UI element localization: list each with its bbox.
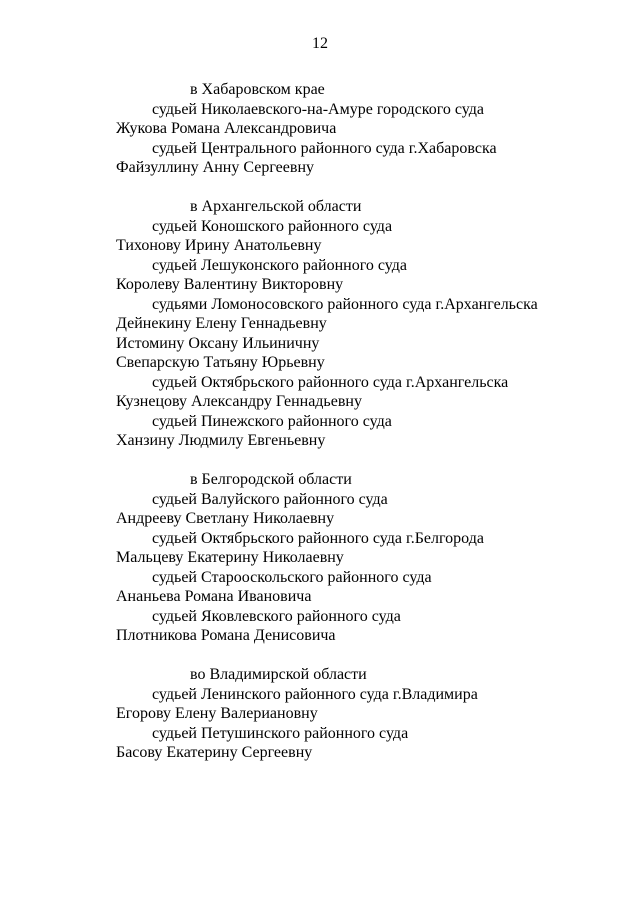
court-line: судьей Октябрьского районного суда г.Архангельска xyxy=(152,373,509,391)
region-section xyxy=(0,197,640,451)
judge-name: Ананьева Романа Ивановича xyxy=(116,588,312,605)
court-line: судьей Центрального районного суда г.Хабаровска xyxy=(152,139,497,157)
court-line: судьей Октябрьского районного суда г.Белгорода xyxy=(152,529,484,547)
judge-name: Плотникова Романа Денисовича xyxy=(116,627,336,644)
region-heading: в Белгородской области xyxy=(190,471,352,488)
region-heading: в Хабаровском крае xyxy=(190,81,325,98)
region-section xyxy=(0,470,640,646)
court-line: судьями Ломоносовского районного суда г.Архангельска xyxy=(152,295,538,313)
judge-name: Тихонову Ирину Анатольевну xyxy=(116,237,322,254)
judge-name: Кузнецову Александру Геннадьевну xyxy=(116,393,362,410)
judge-name: Истомину Оксану Ильиничну xyxy=(116,334,320,352)
court-line: судьей Пинежского районного суда xyxy=(152,412,392,430)
court-line: судьей Валуйского районного суда xyxy=(152,490,388,508)
region-section xyxy=(0,665,640,763)
judge-name: Файзуллину Анну Сергеевну xyxy=(116,159,314,176)
court-line: судьей Лешуконского районного суда xyxy=(152,256,407,274)
judge-name: Ханзину Людмилу Евгеньевну xyxy=(116,432,326,449)
court-line: судьей Яковлевского районного суда xyxy=(152,607,401,625)
court-line: судьей Николаевского-на-Амуре городского суда xyxy=(152,100,485,118)
court-line: судьей Ленинского районного суда г.Владимира xyxy=(152,685,478,703)
judge-name: Егорову Елену Валериановну xyxy=(116,705,318,722)
judge-name: Жукова Романа Александровича xyxy=(116,120,337,137)
court-line: судьей Старооскольского районного суда xyxy=(152,568,432,586)
court-line: судьей Петушинского районного суда xyxy=(152,724,409,742)
court-line: судьей Коношского районного суда xyxy=(152,217,393,235)
judge-name: Свепарскую Татьяну Юрьевну xyxy=(116,354,325,371)
judge-name: Мальцеву Екатерину Николаевну xyxy=(116,549,344,566)
judge-name: Андрееву Светлану Николаевну xyxy=(116,510,335,527)
region-heading: в Архангельской области xyxy=(190,198,362,215)
page-number: 12 xyxy=(312,35,328,52)
judge-name: Басову Екатерину Сергеевну xyxy=(116,744,313,761)
judge-name: Королеву Валентину Викторовну xyxy=(116,276,344,293)
region-section xyxy=(0,80,640,178)
region-heading: во Владимирской области xyxy=(190,666,367,683)
judge-name: Дейнекину Елену Геннадьевну xyxy=(116,315,327,332)
appointments-list xyxy=(0,80,640,782)
